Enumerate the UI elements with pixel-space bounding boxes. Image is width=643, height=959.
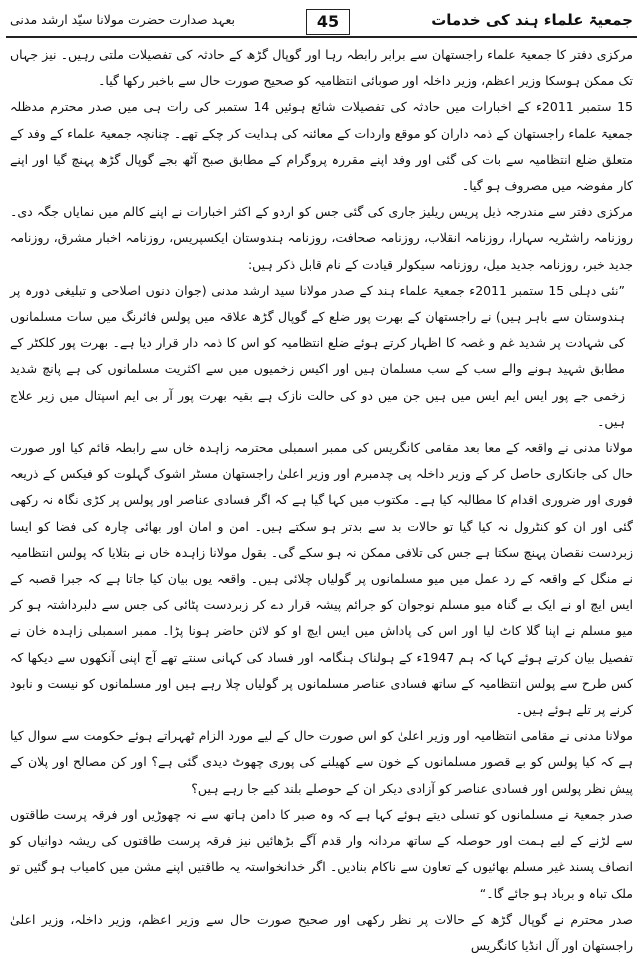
page-number: 45	[306, 9, 350, 35]
header-divider	[6, 36, 637, 38]
paragraph: 15 ستمبر 2011ء کے اخبارات میں حادثہ کی تفصیلات شائع ہوئیں 14 ستمبر کی رات ہی میں صدر محترم مدظلہ جمعیۃ علماء راجستھان کے ذمہ داران کو موقع واردات کے معائنہ کی ہدایت کر چکے تھے۔ چنانچہ جمعیۃ علماء کے وفد کے متعلق ضلع انتظامیہ سے بات کی گئی اور وفد اپنے مقررہ پروگرام کے مطابق صبح آٹھ بجے گوپال گڑھ پہنچ گیا اور اپنے کار مفوضہ میں مصروف ہو گیا۔	[10, 99, 633, 194]
paragraph: مرکزی دفتر کا جمعیۃ علماء راجستھان سے برابر رابطہ رہا اور گوپال گڑھ کے حادثہ کی تفصیلات ملتی رہیں۔ نیز جہاں تک ممکن ہوسکا وزیر اعظم، وزیر داخلہ اور صوبائی انتظامیہ کو صحیح صورت حال سے باخبر رکھا گیا۔	[10, 47, 633, 89]
running-title: جمعیۃ علماء ہند کی خدمات	[431, 11, 633, 29]
article-body	[10, 42, 633, 959]
paragraph: مرکزی دفتر سے مندرجہ ذیل پریس ریلیز جاری کی گئی جس کو اردو کے اکثر اخبارات نے اپنے کالم میں نمایاں جگہ دی۔ روزنامہ راشٹریہ سہارا، روزنامہ انقلاب، روزنامہ صحافت، روزنامہ ہندوستان ایکسپریس، روزنامہ اخبار مشرق، روزنامہ جدید خبر، روزنامہ جدید میل، روزنامہ سیکولر قیادت کے نام قابل ذکر ہیں:	[10, 204, 633, 272]
page-header	[6, 6, 637, 38]
paragraph: صدر جمعیۃ نے مسلمانوں کو تسلی دیتے ہوئے کہا ہے کہ وہ صبر کا دامن ہاتھ سے نہ چھوڑیں اور فرقہ پرست طاقتوں سے لڑنے کے لیے ہمت اور حوصلہ کے ساتھ مردانہ وار قدم آگے بڑھائیں نیز فرقہ پرست طاقتوں کی ریشہ دوانیاں کو انصاف پسند غیر مسلم بھائیوں کے تعاون سے ناکام بنادیں۔ اگر خدانخواستہ یہ طاقتیں اپنے مشن میں کامیاب ہو گئیں تو ملک تباہ و برباد ہو جائے گا۔“	[10, 806, 633, 901]
paragraph: مولانا مدنی نے واقعہ کے معا بعد مقامی کانگریس کی ممبر اسمبلی محترمہ زاہدہ خاں سے رابطہ قائم کیا اور صورت حال کی جانکاری حاصل کر کے وزیر داخلہ پی چدمبرم اور وزیر اعلیٰ راجستھان مسٹر اشوک گہلوت کو فیکس کے ذریعہ فوری اور ضروری اقدام کا مطالبہ کیا ہے۔ مکتوب میں کہا گیا ہے کہ اگر فسادی عناصر اور پولس پر کڑی نگاہ نہ رکھی گئی اور ان کو کنٹرول نہ کیا گیا تو حالات بد سے بدتر ہو سکتے ہیں۔ امن و امان اور بھائی چارہ کی فضا کو ایسا زبردست نقصان پہنچ سکتا ہے جس کی تلافی ممکن نہ ہو سکے گی۔ بقول مولانا زاہدہ خاں نے بتلایا کہ پولس انتظامیہ نے منگل کے واقعہ کے رد عمل میں میو مسلمانوں پر گولیاں چلائی ہیں۔ واقعہ یوں بیان کیا جاتا ہے کہ جبرا قصبہ کے ایس ایچ او نے ایک بے گناہ میو مسلم نوجوان کو جرائم پیشہ قرار دے کر زبردست پٹائی کی جس سے دلبرداشتہ ہو کر میو مسلم نے اپنا گلا کاٹ لیا اور اس کی پاداش میں ایس ایچ او کو لائن حاضر ہونا پڑا۔ ممبر اسمبلی زاہدہ خان نے تفصیل بیان کرتے ہوئے کہا کہ ہم 1947ء کے ہولناک ہنگامہ اور فساد کی کہانی سنتے تھے آج اپنی آنکھوں سے دیکھا کہ کس طرح سے پولس انتظامیہ کے ساتھ فسادی عناصر مسلمانوں پر گولیاں چلا رہے ہیں اور مسلمانوں کو نیست و نابود کرنے پر تلے ہوئے ہیں۔	[10, 440, 633, 718]
paragraph: صدر محترم نے گوپال گڑھ کے حالات پر نظر رکھی اور صحیح صورت حال سے وزیر اعظم، وزیر داخلہ، وزیر اعلیٰ راجستھان اور آل انڈیا کانگریس	[10, 911, 633, 953]
running-subtitle: بعہد صدارت حضرت مولانا سیّد ارشد مدنی	[10, 12, 235, 27]
press-release-paragraph: ”نئی دہلی 15 ستمبر 2011ء جمعیۃ علماء ہند کے صدر مولانا سید ارشد مدنی (جوان دنوں اصلاحی و تبلیغی دورہ پر ہندوستان سے باہر ہیں) نے راجستھان کے بھرت پور ضلع کے گوپال گڑھ علاقہ میں پولس فائرنگ میں سات مسلمانوں کی شہادت پر شدید غم و غصہ کا اظہار کرتے ہوئے ضلع انتظامیہ کو اس کا ذمہ دار قرار دیا ہے۔ بھرت پور کلکٹر کے مطابق شہید ہونے والے سب کے سب مسلمان ہیں اور اکیس زخمیوں میں سے اکثریت مسلمانوں کی ہے پانچ شدید زخمی جے پور ایس ایم ایس میں ہیں جن میں دو کی حالت نازک ہے بقیہ بھرت پور آر بی ایم اسپتال میں زیر علاج ہیں۔	[10, 282, 626, 429]
paragraph: مولانا مدنی نے مقامی انتظامیہ اور وزیر اعلیٰ کو اس صورت حال کے لیے مورد الزام ٹھہراتے ہوئے حکومت سے سوال کیا ہے کہ کیا پولس کو بے قصور مسلمانوں کے خون سے کھیلنے کی پوری چھوٹ دیدی گئی ہے؟ اور کن مصالح اور پلان کے پیش نظر پولس اور فسادی عناصر کو آزادی دیکر ان کے حوصلے بلند کیے جا رہے ہیں؟	[10, 728, 633, 796]
